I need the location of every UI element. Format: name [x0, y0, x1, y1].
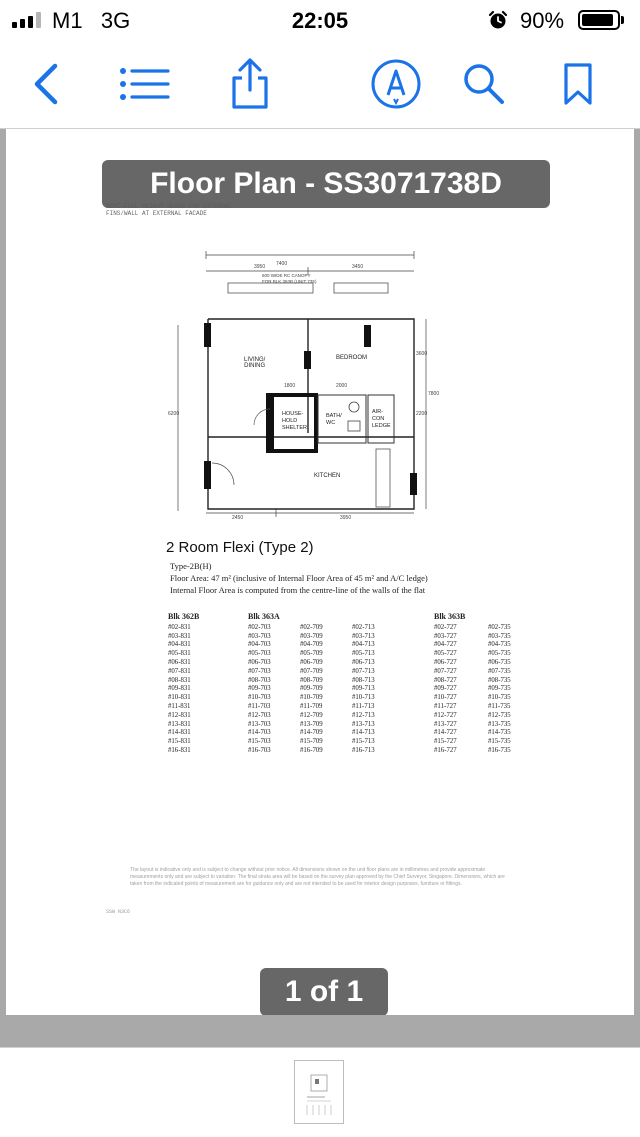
- bookmark-icon: [563, 62, 593, 106]
- unit-number: #02-709: [300, 623, 323, 631]
- unit-number: #13-727: [434, 720, 457, 728]
- unit-number: #07-727: [434, 667, 457, 675]
- unit-number: #07-703: [248, 667, 271, 675]
- markup-icon: [370, 58, 422, 110]
- unit-number: #15-713: [352, 738, 375, 746]
- unit-number: #10-831: [168, 694, 191, 702]
- unit-number: #13-713: [352, 720, 375, 728]
- unit-number: #12-703: [248, 711, 271, 719]
- unit-number: #05-709: [300, 650, 323, 658]
- canopy-note-2: FOR BLK 363B (UNIT 735): [262, 279, 317, 284]
- unit-number: #16-831: [168, 746, 191, 754]
- dim-side-right-1: 3600: [416, 351, 428, 357]
- unit-number: #03-713: [352, 632, 375, 640]
- dim-mid-2: 2000: [336, 383, 348, 389]
- unit-number: #09-713: [352, 685, 375, 693]
- unit-number: #05-703: [248, 650, 271, 658]
- unit-number: #06-703: [248, 658, 271, 666]
- viewer-background: [0, 1017, 640, 1047]
- household-shelter-label: [282, 411, 307, 432]
- unit-number: #03-709: [300, 632, 323, 640]
- disclaimer: The layout is indicative only and is subject to change without prior notice. All dimensions shown on the unit floor plans are in millimetres and provide approximate measurements only and are subject to variation. The final strata area will be based on the survey plan approved by the Chief Surveyor, Singapore. Dimensions, which are taken from the indicated points of measurement are for guidance only and are not intended to be used for interior design purposes, furniture or fittings.: [130, 867, 505, 887]
- unit-number: #15-831: [168, 738, 191, 746]
- battery-fill: [582, 14, 613, 26]
- unit-number: #07-831: [168, 667, 191, 675]
- unit-number: #10-713: [352, 694, 375, 702]
- internal-area-line: Internal Floor Area is computed from the centre-line of the walls of the flat: [170, 585, 426, 595]
- household-line-2: HOLD: [282, 418, 298, 424]
- unit-column: [168, 613, 228, 756]
- unit-number: #13-703: [248, 720, 271, 728]
- unit-number: #11-713: [352, 702, 375, 710]
- unit-number: #06-831: [168, 658, 191, 666]
- network-type: 3G: [100, 8, 131, 33]
- unit-number: #08-831: [168, 676, 191, 684]
- unit-number: #10-727: [434, 694, 457, 702]
- list-icon: [118, 67, 170, 101]
- unit-number: #06-735: [488, 658, 511, 666]
- thumbnail-bar: [0, 1047, 640, 1137]
- unit-number: #14-735: [488, 729, 511, 737]
- dining-label: DINING: [244, 363, 266, 369]
- unit-number: #06-713: [352, 658, 375, 666]
- unit-number: #12-709: [300, 711, 323, 719]
- unit-number: #09-709: [300, 685, 323, 693]
- bath-line-2: WC: [326, 420, 336, 426]
- unit-number: #08-735: [488, 676, 511, 684]
- unit-number: #13-735: [488, 720, 511, 728]
- unit-number: #08-727: [434, 676, 457, 684]
- unit-column: [248, 613, 308, 756]
- dim-side-right-3: 7800: [428, 391, 440, 397]
- unit-number: #02-727: [434, 623, 457, 631]
- document-viewer[interactable]: [0, 129, 640, 1017]
- clock: 22:05: [291, 8, 349, 33]
- unit-number: #03-831: [168, 632, 191, 640]
- dim-left-top: 3950: [254, 264, 266, 270]
- unit-column-header: [300, 613, 360, 622]
- back-chevron-icon: [31, 62, 61, 106]
- unit-number: #10-709: [300, 694, 323, 702]
- alarm-icon: [488, 10, 508, 30]
- unit-number: #09-703: [248, 685, 271, 693]
- page-indicator: 1 of 1: [260, 968, 388, 1015]
- thumbnail-preview-icon: [295, 1061, 343, 1123]
- aircon-ledge-label: [372, 409, 391, 430]
- household-line-1: HOUSE-: [282, 411, 304, 417]
- bath-wc-label: [326, 413, 342, 427]
- sheet-title: 2 Room Flexi (Type 2): [166, 539, 314, 556]
- unit-number: #15-709: [300, 738, 323, 746]
- unit-number: #16-713: [352, 746, 375, 754]
- unit-number: #05-735: [488, 650, 511, 658]
- unit-number: #02-735: [488, 623, 511, 631]
- unit-number: #07-735: [488, 667, 511, 675]
- bedroom-label: BEDROOM: [336, 355, 368, 361]
- dim-right-top: 3450: [352, 264, 364, 270]
- unit-number: #08-703: [248, 676, 271, 684]
- unit-number: #12-735: [488, 711, 511, 719]
- living-dining-label: [244, 357, 265, 369]
- aircon-line-2: CON: [372, 416, 385, 422]
- battery-tip: [621, 16, 624, 24]
- unit-number: #03-735: [488, 632, 511, 640]
- unit-number: #16-727: [434, 746, 457, 754]
- unit-number: #02-713: [352, 623, 375, 631]
- unit-number: #04-713: [352, 641, 375, 649]
- share-icon: [228, 58, 272, 110]
- unit-number: #04-703: [248, 641, 271, 649]
- unit-number: #14-703: [248, 729, 271, 737]
- toolbar: [0, 40, 640, 129]
- unit-number: #14-727: [434, 729, 457, 737]
- scan-footer: SSW N3C6: [106, 909, 131, 915]
- unit-column-header: [352, 613, 412, 622]
- unit-number: #06-727: [434, 658, 457, 666]
- unit-number: #10-703: [248, 694, 271, 702]
- unit-number: #09-727: [434, 685, 457, 693]
- table-of-contents-button[interactable]: [118, 58, 170, 110]
- aircon-line-3: LEDGE: [372, 423, 391, 429]
- bookmark-button[interactable]: [552, 58, 604, 110]
- dim-bottom-right: 3950: [340, 515, 352, 521]
- kitchen-label: KITCHEN: [314, 473, 341, 479]
- unit-number: #08-709: [300, 676, 323, 684]
- unit-number: #13-831: [168, 720, 191, 728]
- pdf-page[interactable]: [6, 129, 634, 1015]
- unit-number: #05-713: [352, 650, 375, 658]
- unit-number: #06-709: [300, 658, 323, 666]
- unit-column: [300, 613, 360, 756]
- unit-number: #04-709: [300, 641, 323, 649]
- unit-number: #11-831: [168, 702, 191, 710]
- unit-number: #12-727: [434, 711, 457, 719]
- unit-column: [352, 613, 412, 756]
- carrier-name: M1: [52, 8, 83, 33]
- unit-number: #12-713: [352, 711, 375, 719]
- floor-area-line: Floor Area: 47 m² (inclusive of Internal Floor Area of 45 m² and A/C ledge): [170, 573, 428, 583]
- unit-number: #11-727: [434, 702, 457, 710]
- unit-number: #10-735: [488, 694, 511, 702]
- unit-column-header: Blk 363A: [248, 612, 280, 621]
- bath-line-1: BATH/: [326, 413, 342, 419]
- unit-number: #09-735: [488, 685, 511, 693]
- scan-header-line-2: FINS/WALL AT EXTERNAL FACADE: [106, 210, 207, 217]
- unit-number: #14-713: [352, 729, 375, 737]
- unit-column-header: Blk 362B: [168, 612, 200, 621]
- battery-percent: 90%: [520, 8, 565, 33]
- unit-number: #16-709: [300, 746, 323, 754]
- share-button[interactable]: [224, 58, 276, 110]
- unit-number: #15-727: [434, 738, 457, 746]
- unit-number: #04-831: [168, 641, 191, 649]
- unit-number: #02-703: [248, 623, 271, 631]
- search-icon: [462, 62, 506, 106]
- back-button[interactable]: [20, 58, 72, 110]
- unit-number: #03-727: [434, 632, 457, 640]
- unit-column: [488, 613, 548, 756]
- unit-number: #02-831: [168, 623, 191, 631]
- unit-number: #16-703: [248, 746, 271, 754]
- unit-column-header: [488, 613, 548, 622]
- unit-number: #14-709: [300, 729, 323, 737]
- unit-column: [434, 613, 494, 756]
- markup-button[interactable]: [370, 58, 422, 110]
- unit-number: #11-735: [488, 702, 511, 710]
- unit-number: #15-703: [248, 738, 271, 746]
- floor-plan-labels: [164, 241, 454, 521]
- unit-number: #11-709: [300, 702, 323, 710]
- unit-number: #03-703: [248, 632, 271, 640]
- search-button[interactable]: [458, 58, 510, 110]
- unit-number: #04-735: [488, 641, 511, 649]
- unit-number: #12-831: [168, 711, 191, 719]
- dim-mid-1: 1800: [284, 383, 296, 389]
- unit-number: #08-713: [352, 676, 375, 684]
- type-line: Type-2B(H): [170, 561, 212, 571]
- unit-number: #11-703: [248, 702, 271, 710]
- document-title: Floor Plan - SS3071738D: [102, 160, 550, 208]
- dim-side-right-2: 2200: [416, 411, 428, 417]
- household-line-3: SHELTER: [282, 425, 307, 431]
- unit-number: #09-831: [168, 685, 191, 693]
- canopy-note-1: 600 WIDE RC CANOPY: [262, 273, 311, 278]
- unit-number: #14-831: [168, 729, 191, 737]
- unit-number: #07-709: [300, 667, 323, 675]
- unit-number: #05-727: [434, 650, 457, 658]
- unit-number: #15-735: [488, 738, 511, 746]
- battery-icon: [578, 10, 620, 30]
- status-bar: [0, 0, 640, 40]
- unit-column-header: Blk 363B: [434, 612, 466, 621]
- unit-number: #04-727: [434, 641, 457, 649]
- dim-side-left: 6200: [168, 411, 180, 417]
- unit-number: #13-709: [300, 720, 323, 728]
- dim-top: 7400: [276, 261, 288, 267]
- unit-number: #07-713: [352, 667, 375, 675]
- unit-number: #16-735: [488, 746, 511, 754]
- page-thumbnail[interactable]: [294, 1060, 344, 1124]
- living-label: LIVING/: [244, 357, 266, 363]
- dim-bottom-left: 2450: [232, 515, 244, 521]
- aircon-line-1: AIR-: [372, 409, 383, 415]
- unit-number: #05-831: [168, 650, 191, 658]
